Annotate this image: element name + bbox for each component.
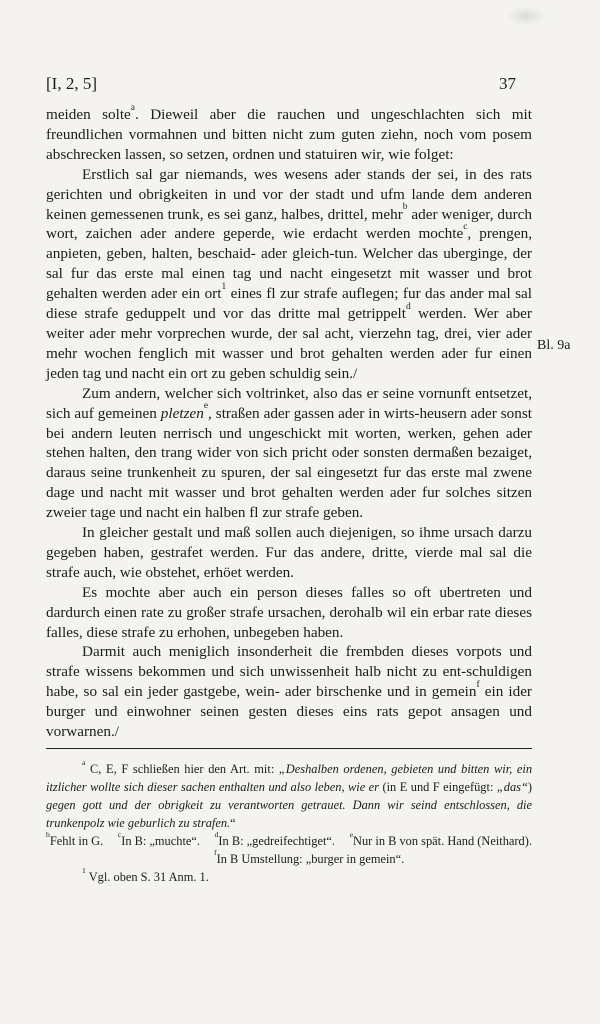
footnote-ref-b: b bbox=[402, 202, 408, 213]
section-reference: [I, 2, 5] bbox=[46, 74, 97, 93]
footnote-f: $^f$In B Umstellung: „burger in gemein“. bbox=[214, 848, 405, 866]
page-header bbox=[46, 74, 516, 96]
footnote-ref-1: 1 bbox=[221, 281, 227, 292]
paragraph-1: meiden solte$^a$. Dieweil aber die rauchen und ungeschlachten sich mit freundlichen vormahnen und bitten nicht zum guten ziehn, noch vom posem abschrecken lassen, so setzen, ordnen und statuiren wir, wie folget: bbox=[46, 102, 532, 163]
paragraph-4: In gleicher gestalt und maß sollen auch diejenigen, so ihme ursach darzu gegeben haben, gestrafet werden. Fur das andere, dritte, vierde mal sal die strafe auch, wie obstehet, erhöet werden. bbox=[46, 524, 532, 581]
footnote-c: $^c$In B: „muchte“. bbox=[117, 830, 200, 848]
paragraph-5: Es mochte aber auch ein person dieses falles so oft ubertreten und dardurch einen rate zu großer strafe ursachen, derohalb wil ein erbar rate dieses falles, diese strafe zu erhohen, unbegeben haben. bbox=[46, 583, 532, 641]
footnote-e: $^e$Nur in B von spät. Hand (Neithard). bbox=[349, 830, 532, 848]
footnote-row-b-e bbox=[46, 832, 532, 850]
footnote-d: $^d$In B: „gedreifechtiget“. bbox=[214, 830, 336, 848]
margin-note: Bl. 9a bbox=[537, 338, 571, 353]
footnotes bbox=[46, 760, 532, 886]
footnote-ref-e: e bbox=[203, 401, 209, 412]
footnote-ref-f: f bbox=[476, 679, 480, 690]
footnote-ref-a: a bbox=[130, 102, 135, 113]
footnote-divider bbox=[46, 748, 532, 749]
footnote-a: $^a$ C, E, F schließen hier den Art. mit: „Deshalben ordenen, gebieten und bitten wir, ein itzlicher wollte sich dieser sachen enthalten und also leben, wie er (in E und F eingefügt: „das“) gegen gott und der obrigkeit zu verantworten getrauet. Dann wir seind entschlossen, die trunkenpolz wie geburlich zu strafen.“ bbox=[46, 758, 533, 830]
footnote-b: $^b$Fehlt in G. bbox=[46, 830, 104, 848]
paragraph-2: Erstlich sal gar niemands, wes wesens ader stands der sei, in des rats gerichten und obrigkeiten in und vor der stadt und ufm lande dem anderen keinen gemessenen trunk, es sei ganz, halbes, drittel, mehr$^b$ ader weniger, durch wort, zaichen ader andere geperde, wie erdacht werden mochte$^c$, prengen, anpieten, geben, halten, beschaid- ader gleich-tun. Welcher das uberginge, der sal fur das erste mal einen tag und nacht eingesetzt mit wasser und brot gehalten werden ader ein ort$^1$ eines fl zur strafe auflegen; fur das ander mal sal diese strafe geduppelt und vor das dritte mal getrippelt$^d$ werden. Wer aber weiter ader mehr vorprechen wurde, der sal acht, vierzehn tag, drei, vier ader mehr wochen fenglich mit wasser und brot gehalten werden ader fur einen jeden tag und nacht ein ort zu geben schuldig sein./ bbox=[46, 165, 532, 382]
footnote-ref-c: c bbox=[463, 222, 468, 233]
footnote-1: $^1$ Vgl. oben S. 31 Anm. 1. bbox=[82, 866, 209, 884]
page-number: 37 bbox=[499, 74, 516, 93]
footnote-ref-d: d bbox=[405, 301, 411, 312]
main-text bbox=[46, 102, 532, 742]
paragraph-3: Zum andern, welcher sich voltrinket, also das er seine vornunft entsetzet, sich auf gemeinen pletzen$^e$, straßen ader gassen ader in wirts-heusern ader sonst bei andern leuten nerrisch und ungeschickt mit worten, werken, gehen ader stehen halten, den trang wider von sich pricht oder sonsten dermaßen bezaiget, daraus seine trunkenheit zu spuren, der sal eingesetzt fur das erste mal zwene dage und nacht mit wasser und brot gehalten werden ader fur solches sitzen zweier tage und nacht ein halben fl zur strafe geben. bbox=[46, 384, 532, 522]
paper-smudge bbox=[506, 6, 546, 26]
paragraph-6: Darmit auch meniglich insonderheit die frembden dieses vorpots und strafe wissens bekommen und sich unwissenheit halb nicht zu ent-schuldigen habe, so sal ein jeder gastgebe, wein- ader birschenke und in gemein$^f$ ein ider burger und einwohner seinen gesten dieses eins rats gepot ansagen und vorwarnen./ bbox=[46, 643, 532, 741]
